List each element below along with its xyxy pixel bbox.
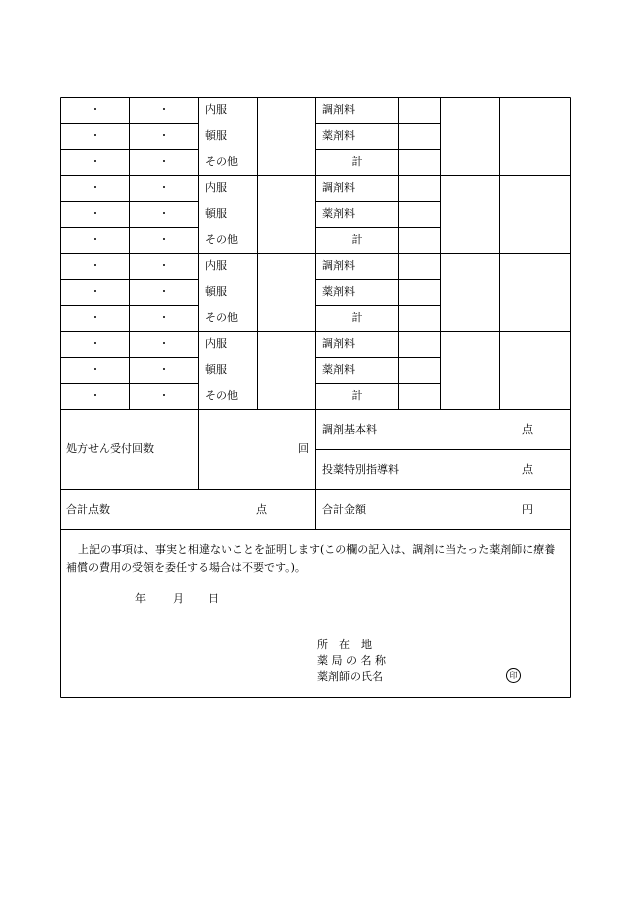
date-separator-dot: ・: [158, 129, 170, 142]
date-separator-dot: ・: [89, 129, 101, 142]
date-separator-dot: ・: [158, 285, 170, 298]
date-separator-dot: ・: [89, 207, 101, 220]
date-separator-dot: ・: [89, 389, 101, 402]
fee-label: 薬剤料: [322, 129, 355, 142]
date-separator-dot: ・: [158, 337, 170, 350]
dosage-form-label: 内服: [205, 259, 227, 272]
date-year: 年: [135, 592, 146, 605]
dosage-form-label: 頓服: [205, 363, 227, 376]
date-separator-dot: ・: [158, 103, 170, 116]
certification-statement: 上記の事項は、事実と相違ないことを証明します(この欄の記入は、調剤に当たった薬剤師に療養補償の費用の受領を委任する場合は不要です。)。: [66, 543, 556, 574]
date-separator-dot: ・: [89, 259, 101, 272]
total-points-unit: 点: [256, 503, 267, 516]
dosage-form-label: 内服: [205, 181, 227, 194]
date-separator-dot: ・: [158, 207, 170, 220]
special-guidance-label: 投薬特別指導料: [322, 463, 399, 476]
basic-fee-unit: 点: [522, 423, 533, 436]
fee-label: 調剤料: [322, 337, 355, 350]
dosage-form-label: その他: [205, 155, 238, 168]
fee-label: 薬剤料: [322, 363, 355, 376]
date-separator-dot: ・: [89, 103, 101, 116]
date-separator-dot: ・: [158, 311, 170, 324]
prescription-count-label: 処方せん受付回数: [66, 442, 154, 455]
pharmacy-name-label: 薬 局 の 名 称: [317, 654, 386, 667]
dosage-form-label: 内服: [205, 103, 227, 116]
date-separator-dot: ・: [158, 233, 170, 246]
date-month: 月: [173, 592, 184, 605]
date-separator-dot: ・: [89, 181, 101, 194]
date-separator-dot: ・: [158, 259, 170, 272]
special-guidance-unit: 点: [522, 463, 533, 476]
date-separator-dot: ・: [89, 363, 101, 376]
dosage-form-label: その他: [205, 389, 238, 402]
date-separator-dot: ・: [158, 363, 170, 376]
date-separator-dot: ・: [89, 311, 101, 324]
pharmacy-fee-form: [60, 97, 571, 698]
dosage-form-label: その他: [205, 311, 238, 324]
date-separator-dot: ・: [89, 233, 101, 246]
seal-icon: 印: [506, 668, 521, 683]
date-day: 日: [208, 592, 219, 605]
total-amount-unit: 円: [522, 503, 533, 516]
fee-label: 調剤料: [322, 259, 355, 272]
date-separator-dot: ・: [89, 337, 101, 350]
dosage-form-label: その他: [205, 233, 238, 246]
dosage-form-label: 頓服: [205, 285, 227, 298]
fee-subtotal-label: 計: [351, 155, 363, 168]
pharmacist-name-label: 薬剤師の氏名: [317, 670, 383, 683]
prescription-count-unit: 回: [298, 442, 309, 455]
fee-subtotal-label: 計: [351, 389, 363, 402]
fee-subtotal-label: 計: [351, 311, 363, 324]
basic-fee-label: 調剤基本料: [322, 423, 377, 436]
dosage-form-label: 内服: [205, 337, 227, 350]
fee-label: 薬剤料: [322, 285, 355, 298]
address-label: 所 在 地: [317, 638, 372, 651]
fee-subtotal-label: 計: [351, 233, 363, 246]
date-separator-dot: ・: [158, 181, 170, 194]
date-separator-dot: ・: [158, 155, 170, 168]
total-amount-label: 合計金額: [322, 503, 366, 516]
date-separator-dot: ・: [89, 285, 101, 298]
date-separator-dot: ・: [158, 389, 170, 402]
fee-label: 調剤料: [322, 103, 355, 116]
fee-label: 薬剤料: [322, 207, 355, 220]
total-points-label: 合計点数: [66, 503, 110, 516]
date-separator-dot: ・: [89, 155, 101, 168]
fee-label: 調剤料: [322, 181, 355, 194]
dosage-form-label: 頓服: [205, 129, 227, 142]
dosage-form-label: 頓服: [205, 207, 227, 220]
